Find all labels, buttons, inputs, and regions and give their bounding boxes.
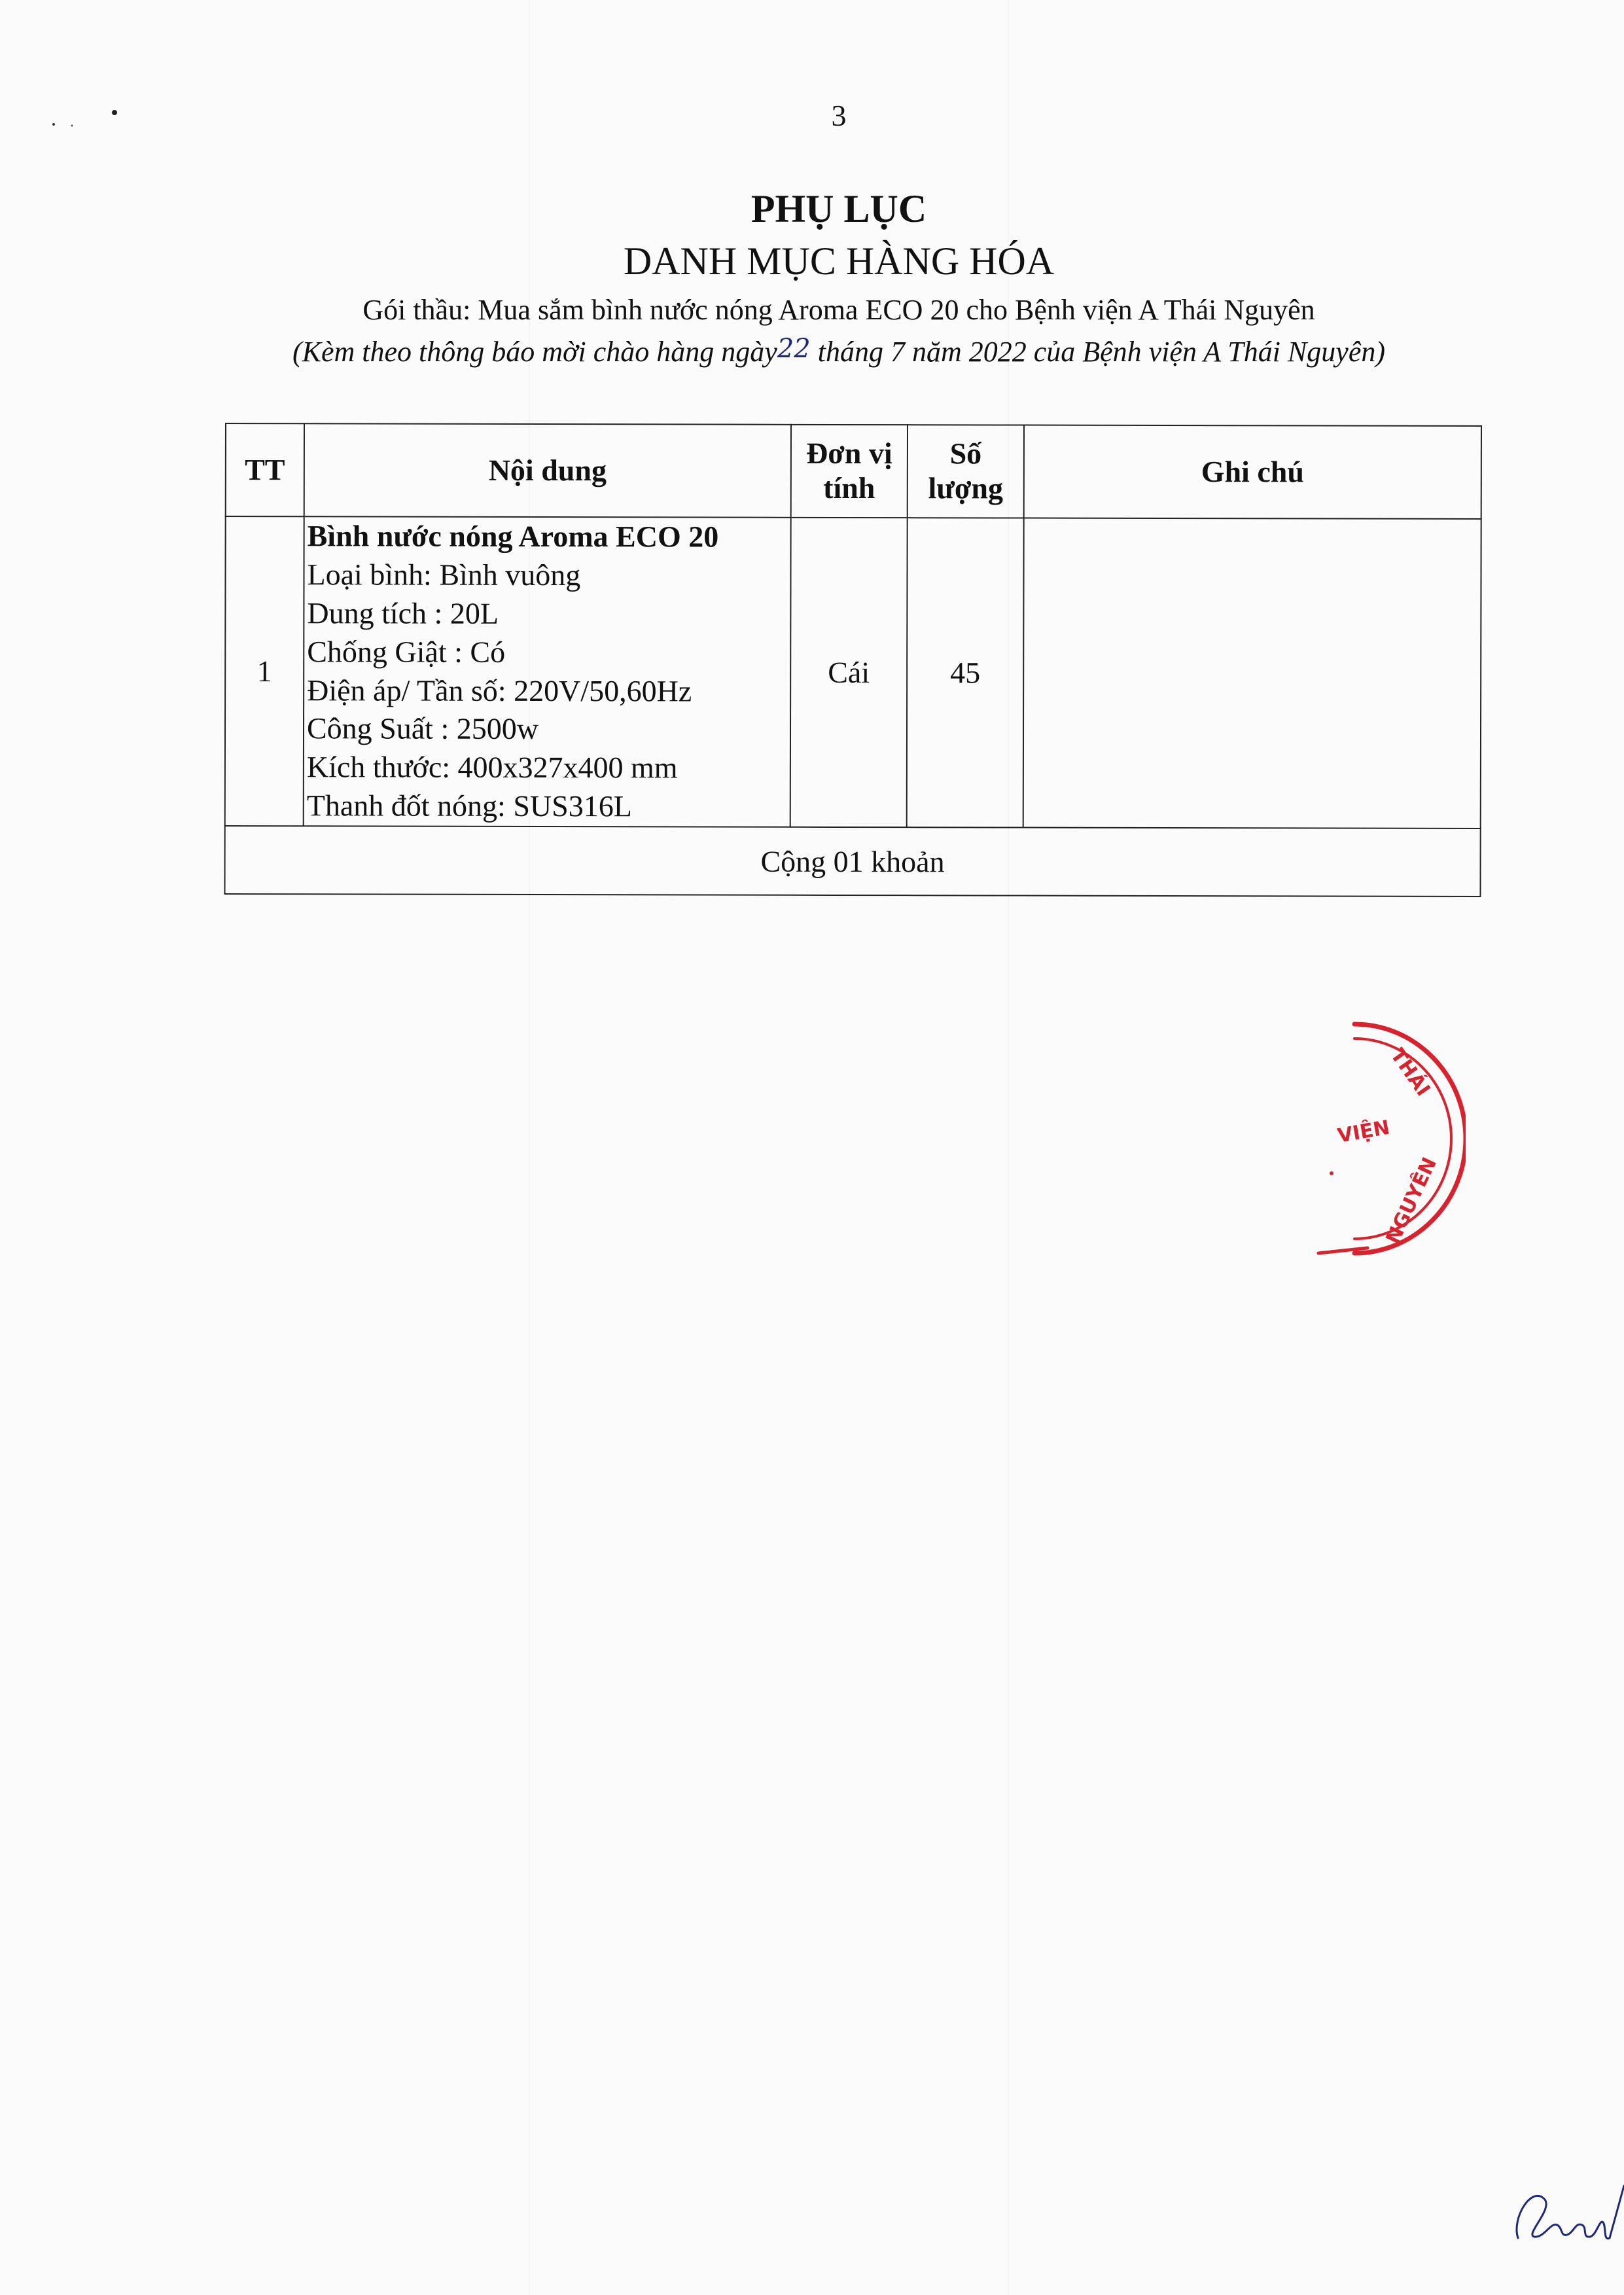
row-content [304,516,791,827]
spec-line: Công Suất : 2500w [306,711,539,746]
row-note [1023,518,1481,828]
spec-line: Chống Giật : Có [307,634,506,669]
product-name: Bình nước nóng Aroma ECO 20 [307,519,719,554]
stamp-text-bottom: NGUYÊN [1381,1154,1442,1248]
attachment-suffix: tháng 7 năm 2022 của Bệnh viện A Thái Nguyên) [817,336,1385,368]
page-number: 3 [831,99,847,132]
table-row [225,516,1481,828]
stamp-text-mid: VIỆN [1335,1116,1392,1148]
spec-line: Dung tích : 20L [307,596,499,630]
table-header-row [226,423,1481,519]
header-unit: Đơn vị tính [791,425,908,518]
document-subtitle: DANH MỤC HÀNG HÓA [623,240,1055,283]
header-quantity: Số lượng [908,425,1024,518]
attachment-note [0,335,1624,368]
stamp-text-top: THÁI [1385,1044,1435,1101]
header-tt: TT [226,423,304,516]
row-quantity: 45 [907,518,1024,827]
document-title: PHỤ LỤC [750,187,927,230]
row-tt: 1 [225,516,304,826]
spec-line: Loại bình: Bình vuông [307,558,581,592]
header-content: Nội dung [304,423,791,518]
row-unit: Cái [790,518,908,827]
signature-icon [1505,2160,1624,2251]
package-line: Gói thầu: Mua sắm bình nước nóng Aroma ECO 20 cho Bệnh viện A Thái Nguyên [362,294,1315,326]
total-row [224,826,1480,897]
total-label: Cộng 01 khoản [224,826,1480,897]
header-note: Ghi chú [1024,425,1481,519]
spec-line: Thanh đốt nóng: SUS316L [306,789,632,823]
spec-line: Kích thước: 400x327x400 mm [306,750,678,785]
handwritten-day: 22 [777,334,811,364]
spec-line: Điện áp/ Tần số: 220V/50,60Hz [307,673,692,707]
red-stamp-icon [1315,1011,1466,1273]
goods-table [224,423,1482,897]
attachment-prefix: (Kèm theo thông báo mời chào hàng ngày [292,336,777,368]
